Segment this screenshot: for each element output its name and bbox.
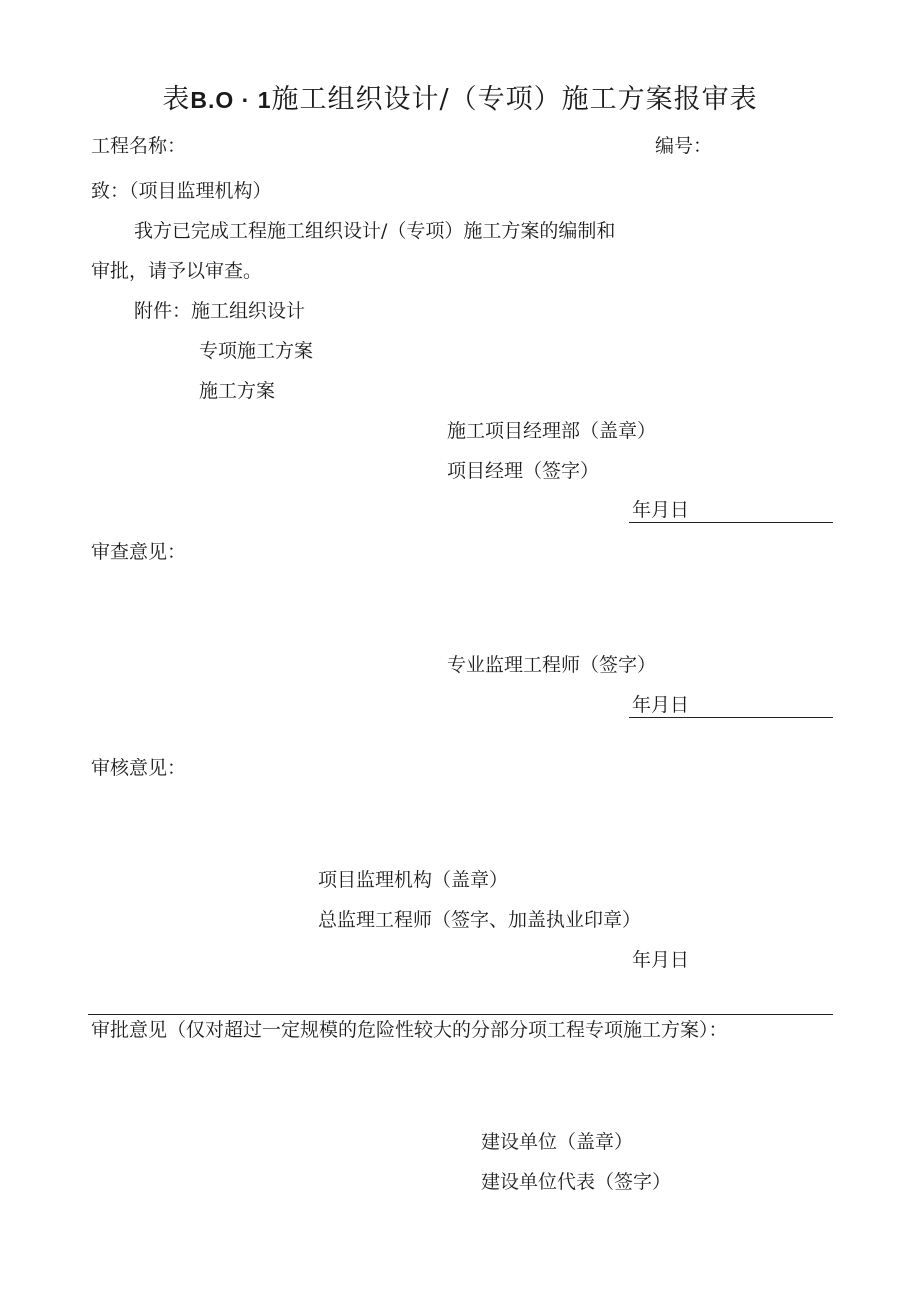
attachment-item-special-plan: 专项施工方案 [199, 340, 314, 362]
addressee-line: 致：（项目监理机构） [91, 180, 272, 202]
number-label: 编号： [655, 135, 713, 157]
chief-engineer-signature-line: 总监理工程师（签字、加盖执业印章） [318, 909, 642, 931]
audit-opinion-label: 审核意见： [91, 757, 187, 779]
submission-body-line-1: 我方已完成工程施工组织设计/（专项）施工方案的编制和 [134, 220, 616, 242]
title-text: 施工组织设计/（专项）施工方案报审表 [271, 84, 758, 115]
client-seal-line: 建设单位（盖章） [481, 1131, 634, 1153]
attachments-label: 附件：施工组织设计 [134, 300, 306, 322]
review-date: 年月日 [632, 694, 690, 716]
engineer-signature-line: 专业监理工程师（签字） [447, 654, 657, 676]
contractor-seal-line: 施工项目经理部（盖章） [447, 420, 657, 442]
submission-date: 年月日 [632, 499, 690, 521]
project-name-label: 工程名称： [91, 135, 187, 157]
approval-opinion-label: 审批意见（仅对超过一定规模的危险性较大的分部分项工程专项施工方案）： [91, 1019, 728, 1041]
review-date-underline [629, 717, 833, 718]
attachment-item-plan: 施工方案 [199, 380, 276, 402]
section-divider [88, 1014, 833, 1015]
form-code: B.O · 1 [190, 87, 272, 113]
manager-signature-line: 项目经理（签字） [447, 460, 600, 482]
client-rep-signature-line: 建设单位代表（签字） [481, 1171, 672, 1193]
submission-body-line-2: 审批，请予以审查。 [91, 260, 263, 282]
submission-date-underline [629, 522, 833, 523]
audit-date: 年月日 [632, 949, 690, 971]
review-opinion-label: 审查意见： [91, 541, 187, 563]
page-title [0, 84, 920, 116]
supervision-org-seal-line: 项目监理机构（盖章） [318, 869, 509, 891]
title-prefix: 表 [162, 84, 191, 115]
